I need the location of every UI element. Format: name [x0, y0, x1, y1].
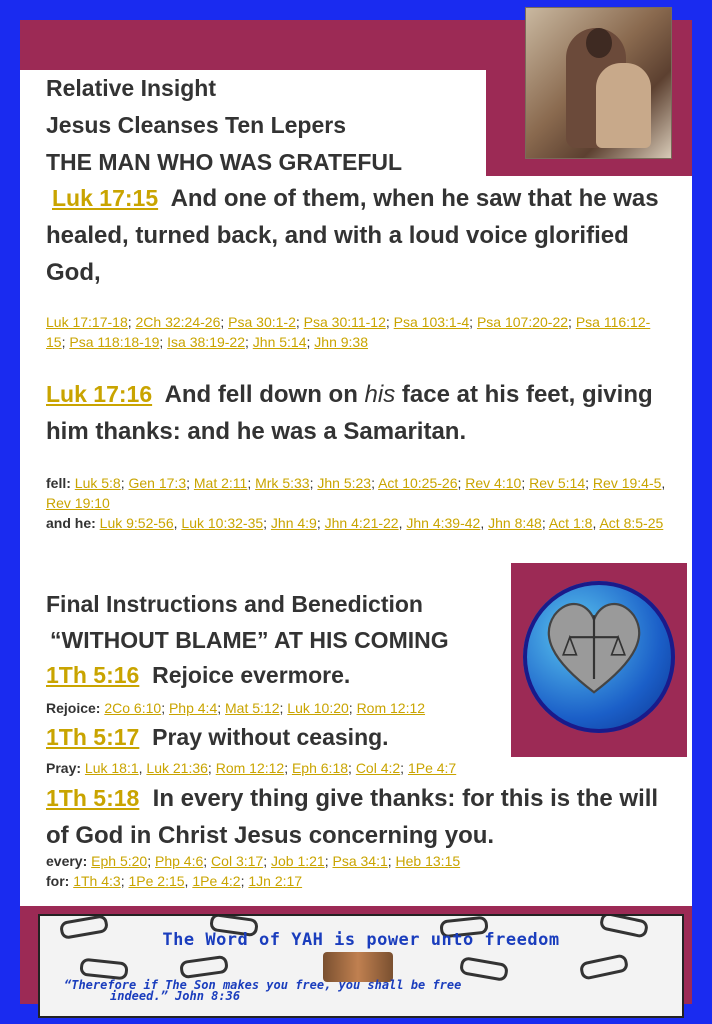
xref-link[interactable]: Mat 5:12 [225, 700, 280, 716]
verse-text-a: And fell down on [164, 381, 358, 408]
xref-label-for: for: [46, 873, 70, 889]
xref-link[interactable]: Isa 38:19-22 [167, 334, 246, 350]
xref-link[interactable]: Eph 6:18 [291, 760, 349, 776]
verse-ref-link[interactable]: 1Th 5:18 [46, 785, 140, 811]
xref-link[interactable]: Gen 17:3 [128, 475, 187, 491]
xref-link[interactable]: Rev 4:10 [465, 475, 522, 491]
xref-link[interactable]: Psa 30:11-12 [303, 314, 386, 330]
verse-ref-link[interactable]: 1Th 5:16 [46, 662, 140, 688]
xref-link[interactable]: Rev 19:10 [46, 495, 110, 511]
verse-ref-link[interactable]: 1Th 5:17 [46, 724, 140, 750]
xref-link[interactable]: 1Pe 4:7 [407, 760, 457, 776]
banner-title: The Word of YAH is power unto freedom [162, 930, 560, 950]
xref-link[interactable]: Jhn 5:14 [252, 334, 307, 350]
xref-link[interactable]: Psa 103:1-4 [393, 314, 470, 330]
xref-link[interactable]: 1Th 4:3 [73, 873, 121, 889]
xref-link[interactable]: Eph 5:20 [91, 853, 148, 869]
xref-link[interactable]: Php 4:6 [155, 853, 204, 869]
xref-link[interactable]: Psa 107:20-22 [476, 314, 569, 330]
xref-link[interactable]: Act 10:25-26 [378, 475, 458, 491]
xref-link[interactable]: Php 4:4 [168, 700, 218, 716]
heading-cleanses: Jesus Cleanses Ten Lepers [46, 112, 346, 138]
xref-link[interactable]: Mrk 5:33 [255, 475, 310, 491]
xref-label-andhe: and he: [46, 515, 96, 531]
xref-link[interactable]: Act 8:5-25 [599, 515, 664, 531]
xref-label: Pray: [46, 760, 82, 776]
verse-text: In every thing give thanks: for this is the will of God in Christ Jesus concerning you. [46, 785, 659, 849]
xref-link[interactable]: Luk 10:20 [287, 700, 349, 716]
verse-ref-link[interactable]: Luk 17:16 [46, 381, 153, 407]
xref-link[interactable]: Jhn 4:21-22 [324, 515, 399, 531]
xref-link[interactable]: 1Pe 2:15 [128, 873, 185, 889]
heading-final-instructions: Final Instructions and Benediction [46, 591, 423, 617]
xref-link[interactable]: 2Co 6:10 [104, 700, 162, 716]
verse-1th-5-16 [46, 662, 350, 689]
xref-link[interactable]: Jhn 4:9 [270, 515, 317, 531]
xref-link[interactable]: 1Pe 4:2 [192, 873, 241, 889]
xref-list-5: every: Eph 5:20; Php 4:6; Col 3:17; Job 1:21; Psa 34:1; Heb 13:15 for: 1Th 4:3; 1Pe 2:15, 1Pe 4:2; 1Jn 2:17 [46, 853, 461, 889]
xref-label-every: every: [46, 853, 88, 869]
xref-link[interactable]: Jhn 4:39-42 [406, 515, 481, 531]
xref-link[interactable]: Psa 118:18-19 [69, 334, 160, 350]
xref-link[interactable]: Psa 30:1-2 [228, 314, 296, 330]
verse-text: Rejoice evermore. [152, 662, 351, 688]
xref-link[interactable]: 1Jn 2:17 [248, 873, 303, 889]
xref-link[interactable]: Luk 10:32-35 [181, 515, 264, 531]
banner-quote-line1: “Therefore if The Son makes you free, you shall be free [64, 978, 462, 992]
xref-label-fell: fell: [46, 475, 71, 491]
heading-grateful: THE MAN WHO WAS GRATEFUL [46, 149, 403, 175]
xref-list-1: Luk 17:17-18; 2Ch 32:24-26; Psa 30:1-2; Psa 30:11-12; Psa 103:1-4; Psa 107:20-22; Psa 116:12-15; Psa 118:18-19; Isa 38:19-22; Jhn 5:14; Jhn 9:38 [46, 314, 651, 350]
freedom-banner [38, 914, 684, 1018]
xref-link[interactable]: Rom 12:12 [356, 700, 426, 716]
verse-text-b: face at his feet, giving him thanks: and he was a Samaritan. [46, 381, 653, 445]
xref-link[interactable]: Psa 34:1 [332, 853, 388, 869]
banner-quote-line2: indeed.” John 8:36 [110, 989, 241, 1003]
jesus-embrace-image [525, 7, 672, 159]
xref-list-3: Rejoice: 2Co 6:10; Php 4:4; Mat 5:12; Luk 10:20; Rom 12:12 [46, 700, 426, 716]
xref-link[interactable]: Jhn 5:23 [317, 475, 372, 491]
xref-list-4: Pray: Luk 18:1, Luk 21:36; Rom 12:12; Eph 6:18; Col 4:2; 1Pe 4:7 [46, 760, 457, 776]
verse-1th-5-17 [46, 724, 389, 751]
xref-link[interactable]: Luk 18:1 [84, 760, 139, 776]
heading-relative-insight: Relative Insight [46, 75, 216, 101]
xref-link[interactable]: Col 4:2 [355, 760, 401, 776]
xref-link[interactable]: Luk 5:8 [74, 475, 121, 491]
xref-link[interactable]: Heb 13:15 [395, 853, 461, 869]
verse-text: Pray without ceasing. [152, 724, 389, 750]
verse-luk-17-16 [46, 376, 666, 450]
xref-label: Rejoice: [46, 700, 101, 716]
xref-link[interactable]: Rev 5:14 [529, 475, 586, 491]
heading-without-blame: “WITHOUT BLAME” AT HIS COMING [50, 627, 449, 653]
xref-list-2: fell: Luk 5:8; Gen 17:3; Mat 2:11; Mrk 5:33; Jhn 5:23; Act 10:25-26; Rev 4:10; Rev 5:14; Rev 19:4-5, Rev 19:10 and he: Luk 9:52-56, Luk 10:32-35; Jhn 4:9; Jhn 4:21-22, Jhn 4:39-42, Jhn 8:48; Act 1:8, Act 8:5-25 [46, 475, 666, 531]
xref-link[interactable]: Luk 17:17-18 [46, 314, 128, 330]
xref-link[interactable]: Luk 21:36 [146, 760, 208, 776]
xref-link[interactable]: Act 1:8 [548, 515, 593, 531]
xref-link[interactable]: Col 3:17 [211, 853, 264, 869]
xref-link[interactable]: Jhn 9:38 [314, 334, 369, 350]
xref-link[interactable]: 2Ch 32:24-26 [135, 314, 221, 330]
banner-quote [64, 980, 674, 1002]
verse-luk-17-15 [46, 180, 666, 291]
verse-ref-link[interactable]: Luk 17:15 [52, 185, 159, 211]
xref-link[interactable]: Mat 2:11 [193, 475, 248, 491]
xref-link[interactable]: Rev 19:4-5 [592, 475, 662, 491]
xref-link[interactable]: Rom 12:12 [215, 760, 285, 776]
xref-link[interactable]: Job 1:21 [270, 853, 325, 869]
xref-link[interactable]: Psa 116:12-15 [46, 314, 651, 350]
xref-link[interactable]: Jhn 8:48 [488, 515, 542, 531]
verse-text: And one of them, when he saw that he was healed, turned back, and with a loud voice glorified God, [46, 185, 659, 286]
verse-text-italic: his [364, 381, 396, 408]
verse-1th-5-18 [46, 780, 666, 854]
heart-globe-image [511, 563, 687, 757]
xref-link[interactable]: Luk 9:52-56 [99, 515, 174, 531]
